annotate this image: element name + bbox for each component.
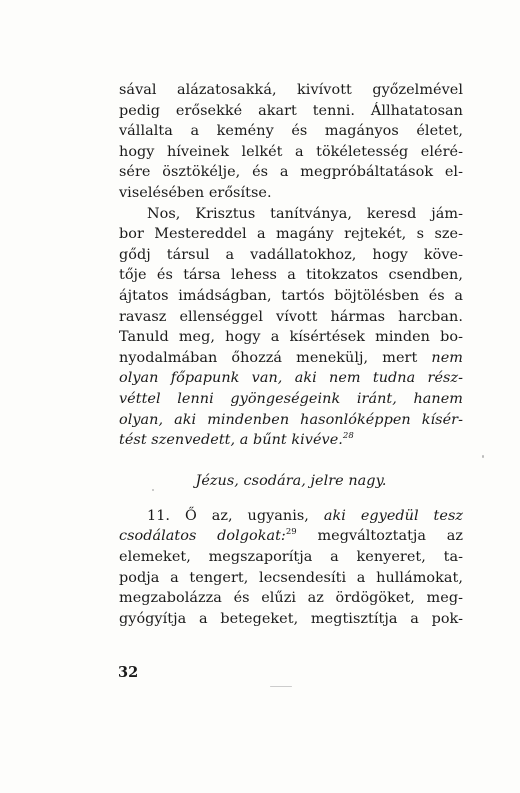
text-line <box>119 348 463 369</box>
italic-text-line: olyan főpapunk van, aki nem tudna rész- <box>119 370 463 387</box>
text-segment: 11. Ő az, ugyanis, <box>147 507 309 524</box>
page-number: 32 <box>118 664 139 681</box>
book-page-text <box>119 80 463 629</box>
text-line: viselésében erősítse. <box>119 184 272 201</box>
text-line: tője és társa lehess a titokzatos csendben, <box>119 267 463 284</box>
footnote-marker: 28 <box>342 431 354 442</box>
italic-text-line: olyan, aki mindenben hasonlóképpen kísér- <box>119 411 463 428</box>
text-line: pedig erősekké akart tenni. Állhatatosan <box>119 102 463 119</box>
text-segment: nyodalmában őhozzá menekülj, mert <box>119 349 418 366</box>
italic-segment: nem <box>431 349 463 366</box>
text-line <box>119 506 463 527</box>
italic-text-line: véttel lenni gyöngeségeink iránt, hanem <box>119 390 463 407</box>
text-line: megzabolázza és elűzi az ördögöket, meg- <box>119 590 463 607</box>
footnote-marker: 29 <box>285 527 297 538</box>
text-segment: megváltoztatja az <box>296 528 463 545</box>
text-line: gődj társul a vadállatokhoz, hogy köve- <box>119 246 463 263</box>
text-line: Tanuld meg, hogy a kísértések minden bo- <box>119 329 463 346</box>
text-line: ájtatos imádságban, tartós böjtölésben és a <box>119 287 463 304</box>
text-line: elemeket, megszaporítja a kenyeret, ta- <box>119 549 463 566</box>
text-line: gyógyítja a betegeket, megtisztítja a pok- <box>119 610 463 627</box>
italic-segment: tést szenvedett, a bűnt kivéve. <box>119 432 343 449</box>
text-line <box>119 526 463 547</box>
text-line: Nos, Krisztus tanítványa, keresd jám- <box>147 205 463 222</box>
print-speck <box>482 455 484 458</box>
italic-segment: aki egyedül tesz <box>323 507 464 524</box>
text-line: ravasz ellenséggel vívott hármas harcban. <box>119 308 463 325</box>
italic-text-line <box>119 430 463 451</box>
text-line: bor Mestereddel a magány rejtekét, s sze- <box>119 226 463 243</box>
text-line: vállalta a kemény és magányos életet, <box>119 123 463 140</box>
print-speck <box>270 686 292 687</box>
section-heading: Jézus, csodára, jelre nagy. <box>195 473 387 490</box>
text-line: podja a tengert, lecsendesíti a hullámokat, <box>119 569 463 586</box>
italic-segment: csodálatos dolgokat: <box>119 528 286 545</box>
text-line: hogy híveinek lelkét a tökéletesség eléré- <box>119 143 463 160</box>
spacer <box>119 451 463 472</box>
text-line: sére ösztökélje, és a megpróbáltatások el- <box>119 164 463 181</box>
text-line: sával alázatosakká, kivívott győzelmével <box>119 82 463 98</box>
print-speck <box>152 489 154 491</box>
spacer <box>119 492 463 506</box>
